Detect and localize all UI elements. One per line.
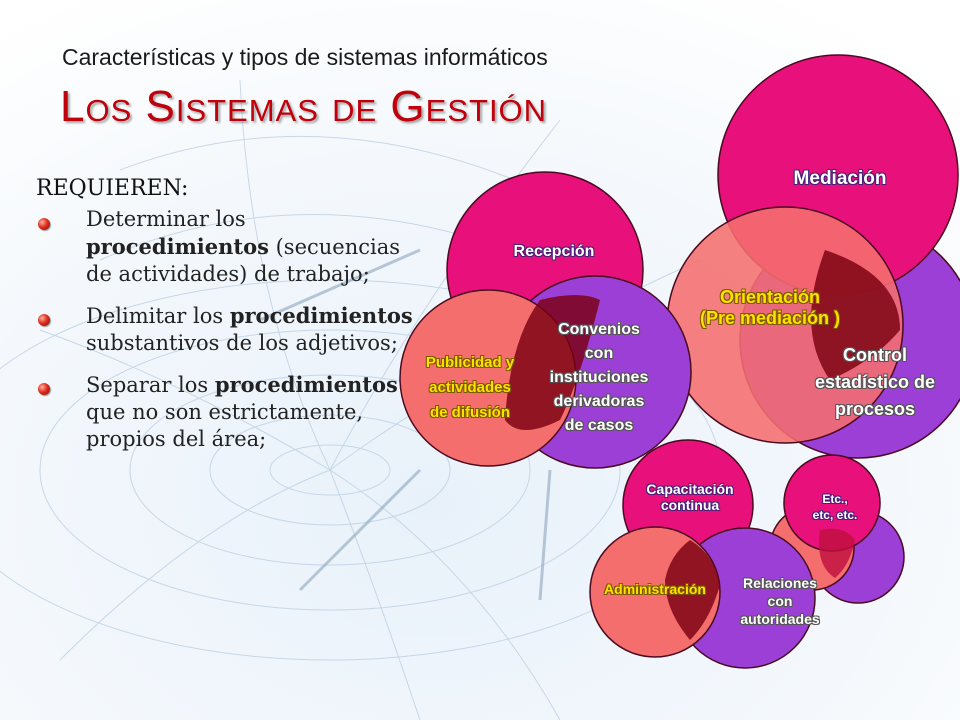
bullet-text: Separar los [86,373,215,397]
label-publicidad: Publicidad y actividades de difusión [425,354,515,421]
label-mediacion: Mediación [793,168,887,189]
bullet-text: (secuencias de actividades) de trabajo; [86,235,401,286]
slide-subtitle: Características y tipos de sistemas informáticos [62,44,548,70]
label-recepcion: Recepción [513,243,595,260]
label-administracion: Administración [604,581,706,597]
bullet-text: substantivos de los adjetivos; [86,331,398,355]
bullet-text: Determinar los [86,207,246,231]
slide-title: Los Sistemas de Gestión [60,82,548,131]
bullet-text: Delimitar los [86,304,230,328]
bullet-keyword: procedimientos [86,234,269,259]
label-control: Control estadístico de procesos [814,345,936,419]
bullet-keyword: procedimientos [229,303,413,328]
label-relaciones: Relaciones con autoridades [740,575,820,627]
label-convenios: Convenios con instituciones derivadoras de casos [549,321,649,434]
intro-label: REQUIEREN: [36,176,189,201]
bullet-keyword: procedimientos [214,372,398,397]
label-etc: Etc., etc, etc. [812,492,858,522]
bullet-text: que no son estrictamente, propios del área; [86,400,364,451]
label-orientacion: Orientación (Pre mediación ) [699,287,841,328]
label-capacitacion: Capacitación continua [646,481,734,513]
